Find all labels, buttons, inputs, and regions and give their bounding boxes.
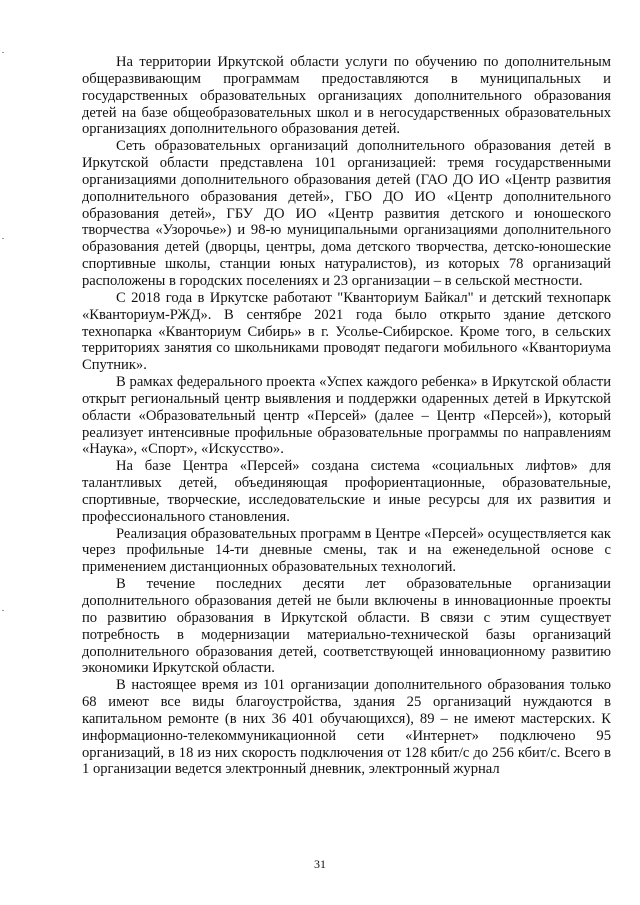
paragraph-modernization-need: В течение последних десяти лет образовательные организации дополнительного образования детей не были включены в инновационные проекты по развитию образования в Иркутской области. В связи с этим существует потребность в модернизации материально-технической базы организаций дополнительного образования детей, соответствующей инновационному развитию экономики Иркутской области. [82, 576, 611, 677]
scan-margin-mark [2, 52, 4, 53]
scan-margin-mark [2, 238, 4, 239]
paragraph-social-lifts: На базе Центра «Персей» создана система «социальных лифтов» для талантливых детей, объединяющая профориентационные, образовательные, спортивные, творческие, исследовательские и иные ресурсы для их развития и профессионального становления. [82, 458, 611, 525]
paragraph-program-implementation: Реализация образовательных программ в Центре «Персей» осуществляется как через профильные 14-ти дневные смены, так и на еженедельной основе с применением дистанционных образовательных технологий. [82, 525, 611, 576]
scan-margin-mark [2, 610, 4, 611]
paragraph-kvantorium-technoparks: С 2018 года в Иркутске работают "Кванториум Байкал" и детский технопарк «Кванториум-РЖД». В сентябре 2021 года было открыто здание детского технопарка «Кванториум Сибирь» в г. Усолье-Сибирское. Кроме того, в сельских территориях занятия со школьниками проводят педагоги мобильного «Кванториума Спутник». [82, 289, 611, 374]
paragraph-services-overview: На территории Иркутской области услуги по обучению по дополнительным общеразвивающим программам предоставляются в муниципальных и государственных образовательных организациях дополнительного образования детей на базе общеобразовательных школ и в негосударственных образовательных организациях дополнительного образования детей. [82, 54, 611, 138]
page-number: 31 [314, 857, 326, 871]
document-page [82, 54, 611, 778]
paragraph-infrastructure-status: В настоящее время из 101 организации дополнительного образования только 68 имеют все виды благоустройства, здания 25 организаций нуждаются в капитальном ремонте (в них 36 401 обучающихся), 89 – не имеют мастерских. К информационно-телекоммуникационной сети «Интернет» подключено 95 организаций, в 18 из них скорость подключения от 128 кбит/с до 256 кбит/с. Всего в 1 организации ведется электронный дневник, электронный журнал [82, 677, 611, 778]
paragraph-network-of-organizations: Сеть образовательных организаций дополнительного образования детей в Иркутской области представлена 101 организацией: тремя государственными организациями дополнительного образования детей (ГАО ДО ИО «Центр развития дополнительного образования детей», ГБО ДО ИО «Центр дополнительного образования детей», ГБУ ДО ИО «Центр развития детского и юношеского творчества «Узорочье») и 98-ю муниципальными организациями дополнительного образования детей (дворцы, центры, дома детского творчества, детско-юношеские спортивные школы, станции юных натуралистов), из которых 78 организаций расположены в городских поселениях и 23 организации – в сельской местности. [82, 138, 611, 289]
paragraph-persei-center: В рамках федерального проекта «Успех каждого ребенка» в Иркутской области открыт региональный центр выявления и поддержки одаренных детей в Иркутской области «Образовательный центр «Персей» (далее – Центр «Персей»), который реализует интенсивные профильные образовательные программы по направлениям «Наука», «Спорт», «Искусство». [82, 374, 611, 458]
